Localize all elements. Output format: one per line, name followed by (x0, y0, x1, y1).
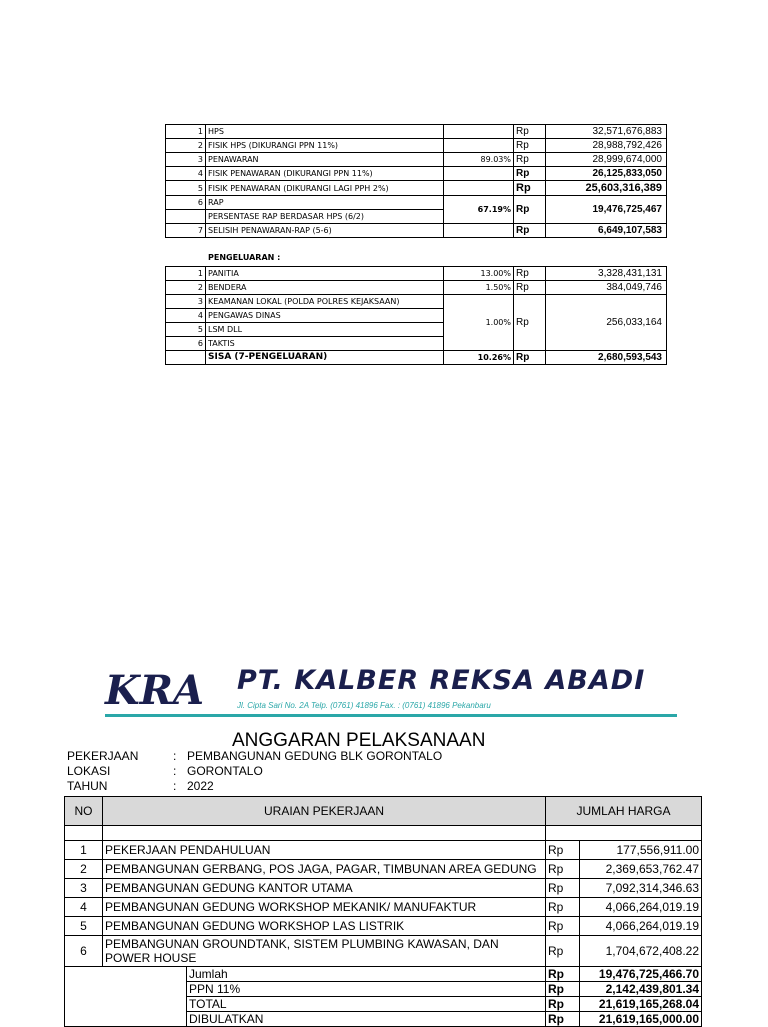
table-row (65, 826, 702, 841)
row-label: PERSENTASE RAP BERDASAR HPS (6/2) (206, 210, 444, 224)
item-amount: 2,369,653,762.47 (580, 860, 702, 879)
company-address: Jl. Cipta Sari No. 2A Telp. (0761) 41896 Fax. : (0761) 41896 Pekanbaru (237, 701, 491, 710)
table-row: 1 PEKERJAAN PENDAHULUAN Rp 177,556,911.00 (65, 841, 702, 860)
row-amount: 6,649,107,583 (546, 224, 667, 238)
table-row: 3 PEMBANGUNAN GEDUNG KANTOR UTAMA Rp 7,092,314,346.63 (65, 879, 702, 898)
row-amount: 32,571,676,883 (546, 125, 667, 139)
row-amount: 384,049,746 (546, 281, 667, 295)
company-letterhead (105, 665, 677, 721)
item-label: PEMBANGUNAN GEDUNG WORKSHOP LAS LISTRIK (103, 917, 546, 936)
pengeluaran-table (165, 266, 667, 365)
table-row: 5 PEMBANGUNAN GEDUNG WORKSHOP LAS LISTRIK Rp 4,066,264,019.19 (65, 917, 702, 936)
row-label: SELISIH PENAWARAN-RAP (5-6) (206, 224, 444, 238)
total-row: PPN 11% Rp 2,142,439,801.34 (65, 982, 702, 997)
table-row: 4 FISIK PENAWARAN (DIKURANGI PPN 11%) Rp 26,125,833,050 (166, 167, 667, 181)
table-row: 2 PEMBANGUNAN GERBANG, POS JAGA, PAGAR, TIMBUNAN AREA GEDUNG Rp 2,369,653,762.47 (65, 860, 702, 879)
row-amount: 25,603,316,389 (546, 181, 667, 196)
pengeluaran-heading: PENGELUARAN : (208, 253, 281, 262)
summary-table (165, 124, 667, 238)
item-amount: 7,092,314,346.63 (580, 879, 702, 898)
total-amount: 21,619,165,268.04 (580, 997, 702, 1012)
row-amount: 2,680,593,543 (546, 351, 667, 365)
row-label: SISA (7-PENGELUARAN) (206, 351, 444, 365)
table-row: 6 TAKTIS (166, 337, 667, 351)
row-amount: 28,988,792,426 (546, 139, 667, 153)
table-row: 1 HPS Rp 32,571,676,883 (166, 125, 667, 139)
item-amount: 1,704,672,408.22 (580, 936, 702, 967)
table-row: 4 PEMBANGUNAN GEDUNG WORKSHOP MEKANIK/ MANUFAKTUR Rp 4,066,264,019.19 (65, 898, 702, 917)
item-amount: 4,066,264,019.19 (580, 917, 702, 936)
row-label: FISIK PENAWARAN (DIKURANGI PPN 11%) (206, 167, 444, 181)
total-amount: 2,142,439,801.34 (580, 982, 702, 997)
row-amount: 19,476,725,467 (546, 196, 667, 224)
meta-row: PEKERJAAN : PEMBANGUNAN GEDUNG BLK GORONTALO (67, 749, 443, 763)
row-label: KEAMANAN LOKAL (POLDA POLRES KEJAKSAAN) (206, 295, 444, 309)
company-logo: KRA (105, 667, 205, 714)
table-row: 3 KEAMANAN LOKAL (POLDA POLRES KEJAKSAAN) 1.00% Rp 256,033,164 (166, 295, 667, 309)
row-label: HPS (206, 125, 444, 139)
row-label: PANITIA (206, 267, 444, 281)
table-row: 5 FISIK PENAWARAN (DIKURANGI LAGI PPH 2%) Rp 25,603,316,389 (166, 181, 667, 196)
table-row: 6 RAP 67.19% Rp 19,476,725,467 (166, 196, 667, 210)
total-label: TOTAL (187, 997, 546, 1012)
project-meta (67, 749, 442, 794)
total-row: TOTAL Rp 21,619,165,268.04 (65, 997, 702, 1012)
row-label: BENDERA (206, 281, 444, 295)
total-label: DIBULATKAN (187, 1012, 546, 1027)
table-row: 3 PENAWARAN 89.03% Rp 28,999,674,000 (166, 153, 667, 167)
item-label: PEMBANGUNAN GERBANG, POS JAGA, PAGAR, TIMBUNAN AREA GEDUNG (103, 860, 546, 879)
document-title: ANGGARAN PELAKSANAAN (232, 730, 486, 747)
total-amount: 19,476,725,466.70 (580, 967, 702, 982)
item-label: PEMBANGUNAN GROUNDTANK, SISTEM PLUMBING KAWASAN, DAN POWER HOUSE (103, 936, 546, 967)
budget-table (64, 796, 702, 1027)
row-label: PENAWARAN (206, 153, 444, 167)
header-jumlah: JUMLAH HARGA (546, 797, 702, 826)
row-amount: 26,125,833,050 (546, 167, 667, 181)
row-label: TAKTIS (206, 337, 444, 351)
item-amount: 4,066,264,019.19 (580, 898, 702, 917)
table-header (65, 797, 702, 826)
table-row: 2 BENDERA 1.50% Rp 384,049,746 (166, 281, 667, 295)
row-label: LSM DLL (206, 323, 444, 337)
total-row: Jumlah Rp 19,476,725,466.70 (65, 967, 702, 982)
sisa-row: SISA (7-PENGELUARAN) 10.26% Rp 2,680,593,543 (166, 351, 667, 365)
row-label: FISIK HPS (DIKURANGI PPN 11%) (206, 139, 444, 153)
table-row: 5 LSM DLL (166, 323, 667, 337)
total-label: PPN 11% (187, 982, 546, 997)
row-label: FISIK PENAWARAN (DIKURANGI LAGI PPH 2%) (206, 181, 444, 196)
item-label: PEMBANGUNAN GEDUNG KANTOR UTAMA (103, 879, 546, 898)
row-amount: 28,999,674,000 (546, 153, 667, 167)
table-row: 2 FISIK HPS (DIKURANGI PPN 11%) Rp 28,988,792,426 (166, 139, 667, 153)
table-row: 1 PANITIA 13.00% Rp 3,328,431,131 (166, 267, 667, 281)
table-row: 4 PENGAWAS DINAS (166, 309, 667, 323)
header-uraian: URAIAN PEKERJAAN (103, 797, 546, 826)
letterhead-divider (105, 714, 677, 717)
table-row: 7 SELISIH PENAWARAN-RAP (5-6) Rp 6,649,107,583 (166, 224, 667, 238)
meta-row: TAHUN : 2022 (67, 779, 214, 793)
row-label: RAP (206, 196, 444, 210)
meta-row: LOKASI : GORONTALO (67, 764, 263, 778)
item-label: PEMBANGUNAN GEDUNG WORKSHOP MEKANIK/ MANUFAKTUR (103, 898, 546, 917)
total-amount: 21,619,165,000.00 (580, 1012, 702, 1027)
company-name: PT. KALBER REKSA ABADI (237, 665, 646, 696)
table-row: 6 PEMBANGUNAN GROUNDTANK, SISTEM PLUMBING KAWASAN, DAN POWER HOUSE Rp 1,704,672,408.22 (65, 936, 702, 967)
row-label: PENGAWAS DINAS (206, 309, 444, 323)
total-row: DIBULATKAN Rp 21,619,165,000.00 (65, 1012, 702, 1027)
total-label: Jumlah (187, 967, 546, 982)
item-label: PEKERJAAN PENDAHULUAN (103, 841, 546, 860)
item-amount: 177,556,911.00 (580, 841, 702, 860)
row-amount: 256,033,164 (546, 295, 667, 351)
header-no: NO (65, 797, 103, 826)
row-amount: 3,328,431,131 (546, 267, 667, 281)
